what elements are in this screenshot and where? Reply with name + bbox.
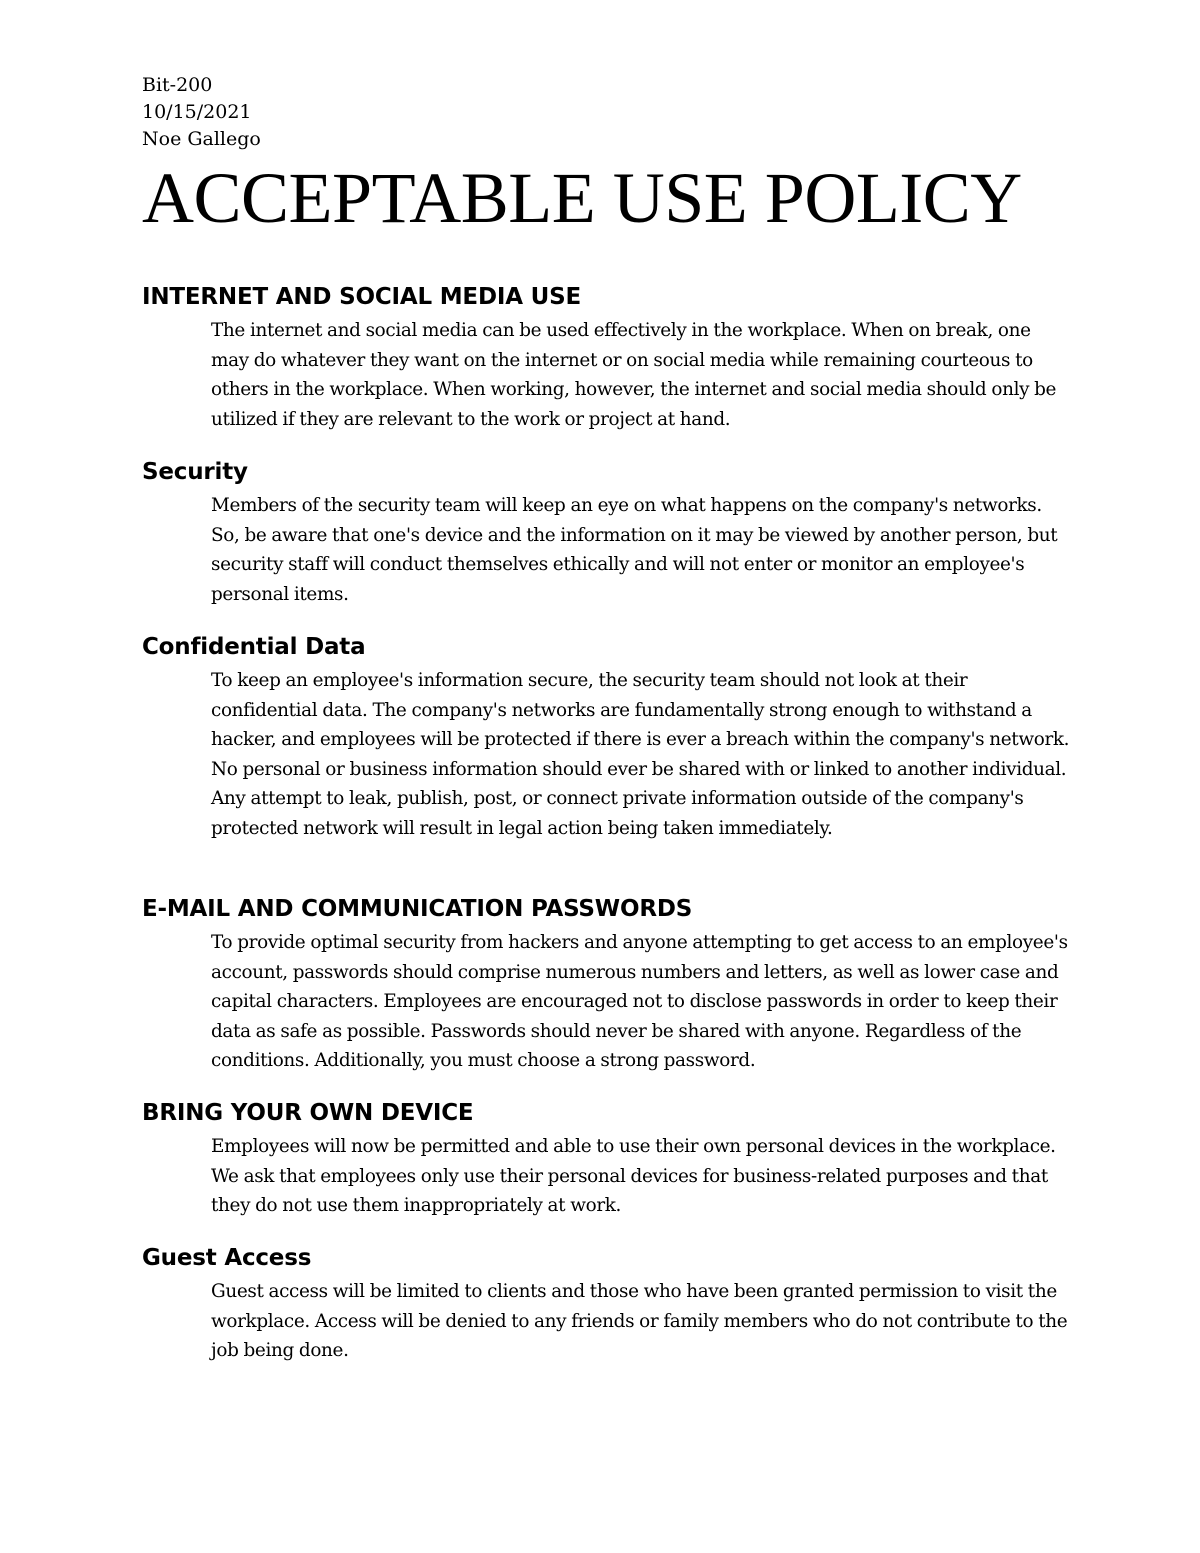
section-guest-access	[142, 1243, 1072, 1366]
section-internet-social-media	[142, 282, 1072, 434]
author-name: Noe Gallego	[142, 128, 261, 150]
section-body: To provide optimal security from hackers and anyone attempting to get access to an employee's account, passwords should comprise numerous numbers and letters, as well as lower case and capital characters. Employees are encouraged not to disclose passwords in order to keep their data as safe as possible. Passwords should never be shared with anyone. Regardless of the conditions. Additionally, you must choose a strong password.	[211, 932, 1068, 1071]
section-heading: INTERNET AND SOCIAL MEDIA USE	[142, 284, 581, 310]
section-heading: Security	[142, 459, 248, 485]
section-body: Employees will now be permitted and able to use their own personal devices in the workplace. We ask that employees only use their personal devices for business-related purposes and that they do not use them inappropriately at work.	[211, 1136, 1056, 1216]
section-body: Guest access will be limited to clients and those who have been granted permission to visit the workplace. Access will be denied to any friends or family members who do not contribute to the job being done.	[211, 1281, 1068, 1361]
document-date: 10/15/2021	[142, 101, 252, 123]
section-security	[142, 457, 1072, 609]
section-heading: Guest Access	[142, 1245, 312, 1271]
course-code: Bit-200	[142, 74, 213, 96]
section-heading: BRING YOUR OWN DEVICE	[142, 1100, 474, 1126]
document-title: ACCEPTABLE USE POLICY	[142, 158, 1022, 238]
section-confidential-data	[142, 632, 1072, 843]
document-header	[142, 72, 261, 153]
section-body: To keep an employee's information secure, the security team should not look at their confidential data. The company's networks are fundamentally strong enough to withstand a hacker, and employees will be protected if there is ever a breach within the company's network. No personal or business information should ever be shared with or linked to another individual. Any attempt to leak, publish, post, or connect private information outside of the company's protected network will result in legal action being taken immediately.	[211, 670, 1070, 839]
section-byod	[142, 1098, 1072, 1221]
section-email-passwords	[142, 894, 1072, 1076]
section-body: The internet and social media can be used effectively in the workplace. When on break, one may do whatever they want on the internet or on social media while remaining courteous to others in the workplace. When working, however, the internet and social media should only be utilized if they are relevant to the work or project at hand.	[211, 320, 1057, 430]
section-heading: E-MAIL AND COMMUNICATION PASSWORDS	[142, 896, 693, 922]
section-heading: Confidential Data	[142, 634, 366, 660]
section-body: Members of the security team will keep an eye on what happens on the company's networks. So, be aware that one's device and the information on it may be viewed by another person, but security staff will conduct themselves ethically and will not enter or monitor an employee's personal items.	[211, 495, 1058, 605]
